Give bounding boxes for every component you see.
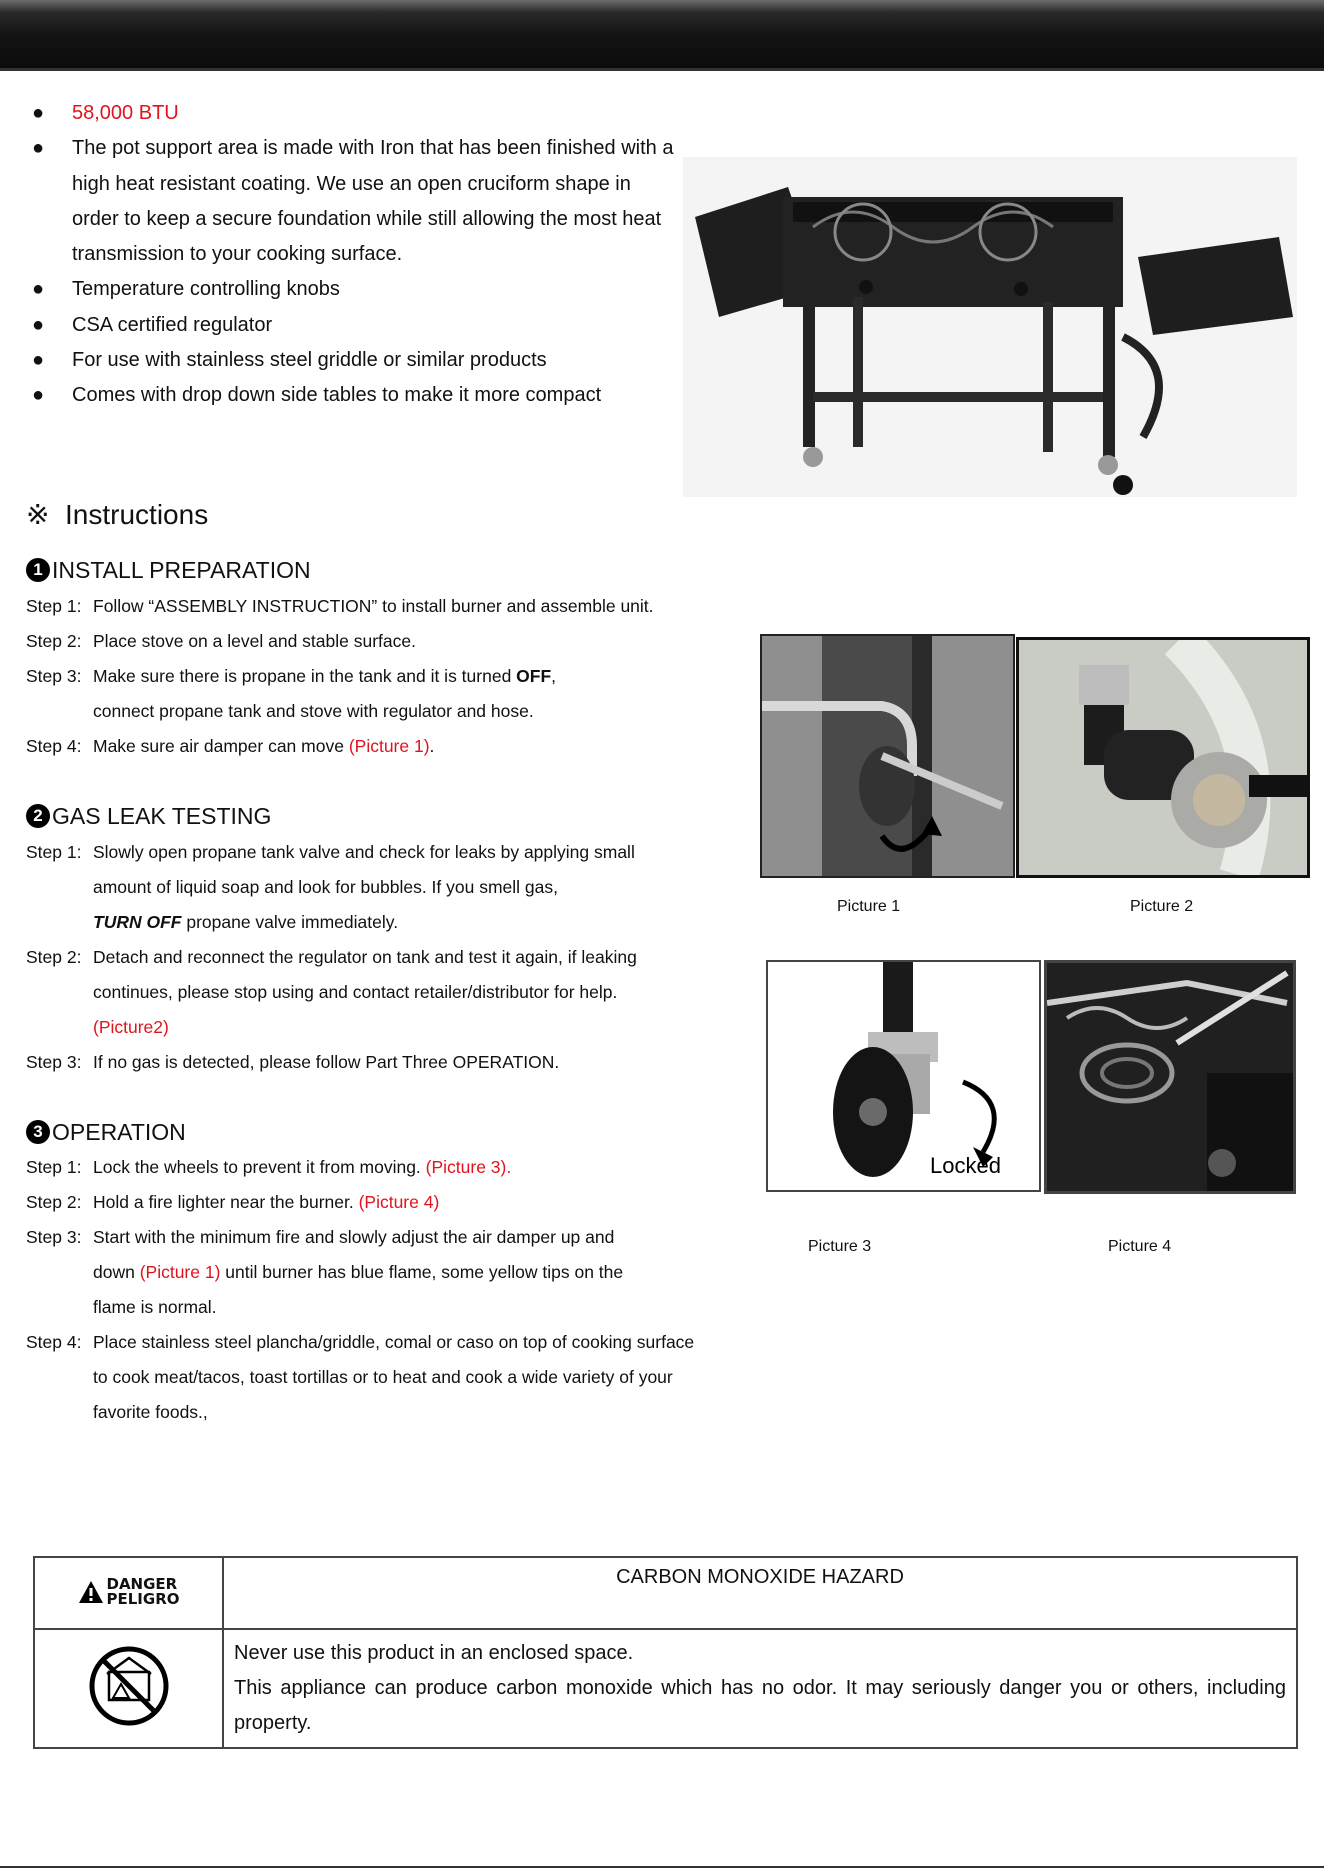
picture-3-caption: Picture 3	[808, 1238, 872, 1255]
bullet-icon: ●	[32, 102, 45, 124]
step-row: Step 3: Make sure there is propane in the tank and it is turned OFF, connect propane tank and stove with regulator and hose.	[26, 666, 557, 722]
step-row: Step 1: Follow “ASSEMBLY INSTRUCTION” to install burner and assemble unit.	[26, 596, 654, 616]
stove-product-image	[683, 157, 1297, 497]
reference-mark-icon: ※	[26, 499, 50, 530]
picture-1-caption: Picture 1	[837, 898, 901, 915]
hazard-title-cell	[223, 1557, 1297, 1629]
danger-label-cell	[34, 1557, 223, 1629]
picture-1-image	[760, 634, 1015, 878]
number-badge: 2	[26, 804, 50, 828]
locked-label: Locked	[930, 1153, 1001, 1178]
feature-item: ● For use with stainless steel griddle or similar products	[28, 343, 668, 378]
hazard-title: CARBON MONOXIDE HAZARD	[616, 1566, 904, 1588]
picture-2-image	[1016, 637, 1310, 878]
instructions-heading: ※ Instructions	[26, 499, 209, 530]
number-badge: 1	[26, 558, 50, 582]
picture-4-caption: Picture 4	[1108, 1238, 1172, 1255]
step-row: Step 2: Place stove on a level and stable surface.	[26, 631, 416, 651]
picture-2-caption: Picture 2	[1130, 898, 1194, 915]
step-row: Step 3: If no gas is detected, please follow Part Three OPERATION.	[26, 1052, 560, 1072]
number-badge: 3	[26, 1120, 50, 1144]
hazard-header-row	[34, 1557, 1297, 1629]
no-enclosed-space-icon	[87, 1644, 171, 1728]
hazard-table	[33, 1556, 1298, 1749]
feature-item: ● Temperature controlling knobs	[28, 272, 668, 307]
hazard-icon-cell	[34, 1629, 223, 1748]
feature-list	[28, 96, 674, 414]
step-row: Step 1: Slowly open propane tank valve and check for leaks by applying small amount of liquid soap and look for bubbles. If you smell gas, TURN OFF propane valve immediately.	[26, 842, 635, 933]
feature-item: ● The pot support area is made with Iron that has been finished with a high heat resistant coating. We use an open cruciform shape in order to keep a secure foundation while still allowing the most heat transmission to your cooking surface.	[28, 131, 677, 272]
picture-reference: (Picture2)	[93, 1017, 169, 1038]
warning-triangle-icon	[78, 1580, 104, 1604]
step-row: Step 2: Detach and reconnect the regulator on tank and test it again, if leaking continues, please stop using and contact retailer/distributor for help. (Picture2)	[26, 947, 637, 1038]
bullet-icon: ●	[32, 349, 45, 372]
picture-4-image	[1044, 960, 1296, 1194]
header-bar	[0, 0, 1324, 71]
bullet-icon: ●	[32, 278, 45, 301]
feature-item: ● 58,000 BTU	[28, 96, 668, 131]
footer-line	[0, 1866, 1324, 1868]
hazard-line-1: Never use this product in an enclosed space.	[234, 1642, 634, 1664]
section-heading-operation: 3 OPERATION	[26, 1117, 186, 1147]
bullet-icon: ●	[32, 384, 45, 407]
bullet-icon: ●	[32, 137, 45, 160]
bullet-icon: ●	[32, 313, 45, 336]
step-row: Step 2: Hold a fire lighter near the burner. (Picture 4)	[26, 1192, 440, 1212]
picture-reference: (Picture 3).	[425, 1157, 512, 1177]
picture-reference: (Picture 1)	[348, 736, 430, 756]
hazard-line-2: This appliance can produce carbon monoxide which has no odor. It may seriously danger you or others, including property.	[234, 1677, 1286, 1734]
step-row: Step 4: Place stainless steel plancha/griddle, comal or caso on top of cooking surface to cook meat/tacos, toast tortillas or to heat and cook a wide variety of your favorite foods.,	[26, 1332, 695, 1423]
danger-badge: DANGER PELIGRO	[78, 1577, 180, 1607]
hazard-text-cell	[223, 1629, 1297, 1748]
picture-reference: (Picture 1)	[139, 1262, 221, 1283]
step-row: Step 4: Make sure air damper can move (Picture 1).	[26, 736, 435, 756]
feature-item: ● Comes with drop down side tables to make it more compact	[28, 378, 668, 413]
hazard-body-row	[34, 1629, 1297, 1748]
feature-item: ● CSA certified regulator	[28, 308, 668, 343]
step-row: Step 3: Start with the minimum fire and slowly adjust the air damper up and down (Picture 1) until burner has blue flame, some yellow tips on the flame is normal.	[26, 1227, 624, 1318]
step-row: Step 1: Lock the wheels to prevent it from moving. (Picture 3).	[26, 1157, 512, 1177]
section-heading-install: 1 INSTALL PREPARATION	[26, 555, 311, 585]
picture-reference: (Picture 4)	[358, 1192, 440, 1212]
section-heading-gas-leak: 2 GAS LEAK TESTING	[26, 801, 271, 831]
